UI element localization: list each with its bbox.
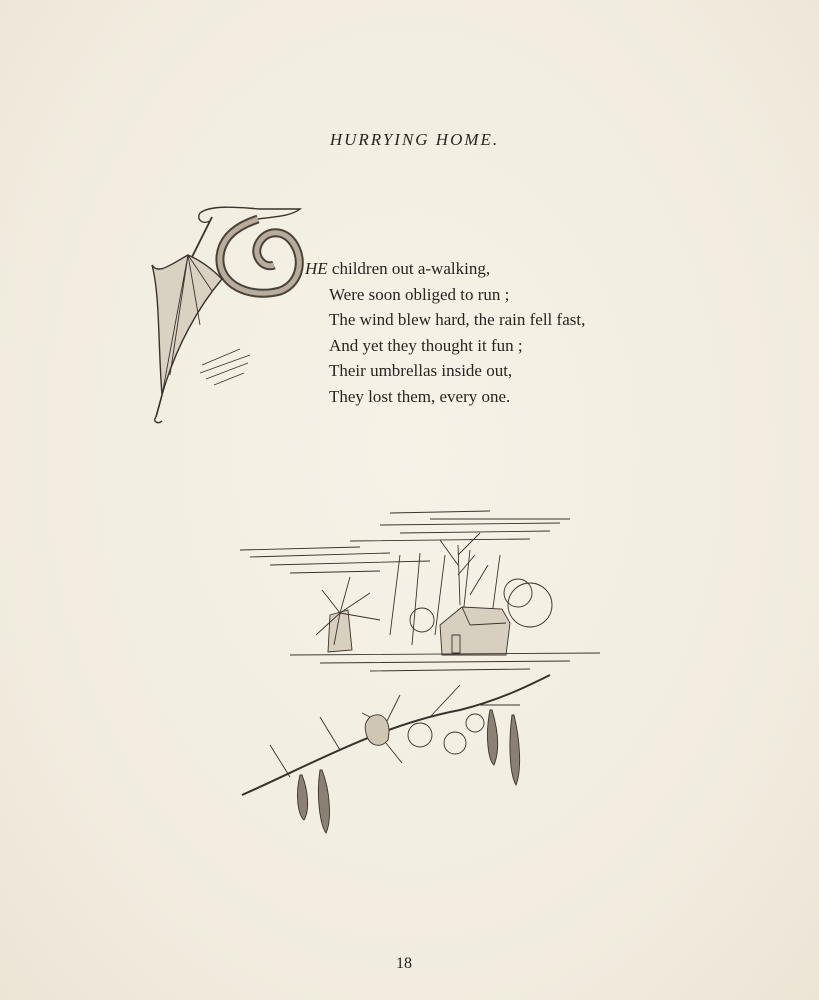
poem-first-line [305,256,585,282]
initial-continuation: HE [305,259,328,278]
poem-line: children out a-walking, [327,259,491,278]
poem-line: The wind blew hard, the rain fell fast, [329,310,586,329]
page-number: 18 [396,955,412,972]
poem-line: They lost them, every one. [329,386,511,406]
poem-line: And yet they thought it fun ; [329,335,523,355]
page-title: HURRYING HOME. [329,130,500,149]
poem-line: Their umbrellas inside out, [329,361,513,380]
umbrella-initial-icon [140,195,315,425]
windmill-cottage-branch-icon [230,495,610,840]
poem [305,256,585,409]
poem-line: Were soon obliged to run ; [329,284,510,304]
